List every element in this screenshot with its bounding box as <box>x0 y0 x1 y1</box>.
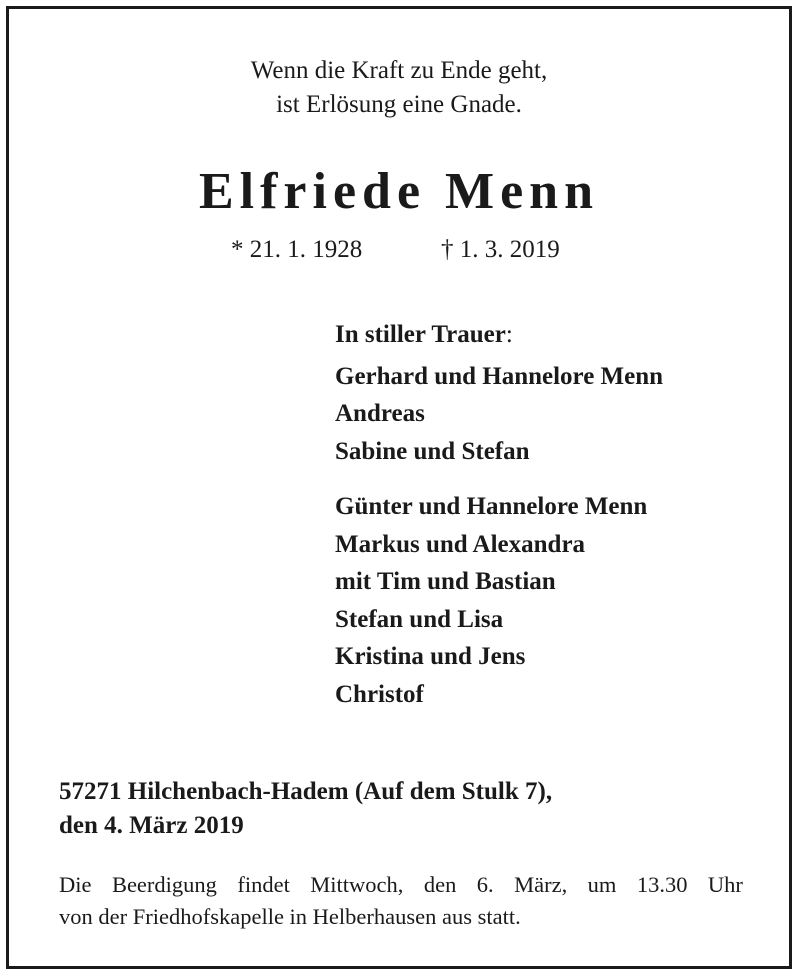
mourner-line: Stefan und Lisa <box>335 606 504 633</box>
mourner-line: mit Tim und Bastian <box>335 568 556 595</box>
funeral-word: findet <box>237 872 290 897</box>
mourner-line: Andreas <box>335 400 425 427</box>
deceased-name: Elfriede Menn <box>198 163 600 220</box>
mourner-line: Kristina und Jens <box>335 643 526 670</box>
mourner-line: Gerhard und Hannelore Menn <box>335 363 664 390</box>
obituary-notice <box>6 6 792 969</box>
funeral-word: Beerdigung <box>111 872 217 897</box>
funeral-word: um <box>587 872 617 897</box>
funeral-word: den <box>423 872 457 897</box>
verse-line-2: ist Erlösung eine Gnade. <box>276 91 522 118</box>
mourner-line: Günter und Hannelore Menn <box>335 493 648 520</box>
mourning-heading-text: In stiller Trauer <box>335 321 506 348</box>
mourner-line: Sabine und Stefan <box>335 438 530 465</box>
mourner-line: Christof <box>335 681 424 708</box>
funeral-word: Mittwoch, <box>310 872 404 897</box>
funeral-line-1 <box>59 870 743 900</box>
mourning-heading <box>335 316 513 354</box>
death-date: † 1. 3. 2019 <box>441 236 560 263</box>
mourner-line: Markus und Alexandra <box>335 531 586 558</box>
birth-date: * 21. 1. 1928 <box>231 236 363 263</box>
funeral-word: 13.30 <box>636 872 688 897</box>
funeral-line-2: von der Friedhofskapelle in Helberhausen aus statt. <box>59 904 521 929</box>
funeral-word: Uhr <box>707 872 743 897</box>
funeral-word: Die <box>59 872 92 897</box>
verse-line-1: Wenn die Kraft zu Ende geht, <box>250 57 548 84</box>
address-line-1: 57271 Hilchenbach-Hadem (Auf dem Stulk 7), <box>59 778 553 805</box>
funeral-word: 6. <box>476 872 494 897</box>
funeral-word: März, <box>514 872 568 897</box>
address-date: den 4. März 2019 <box>59 812 244 839</box>
mourning-heading-colon: : <box>505 321 513 348</box>
